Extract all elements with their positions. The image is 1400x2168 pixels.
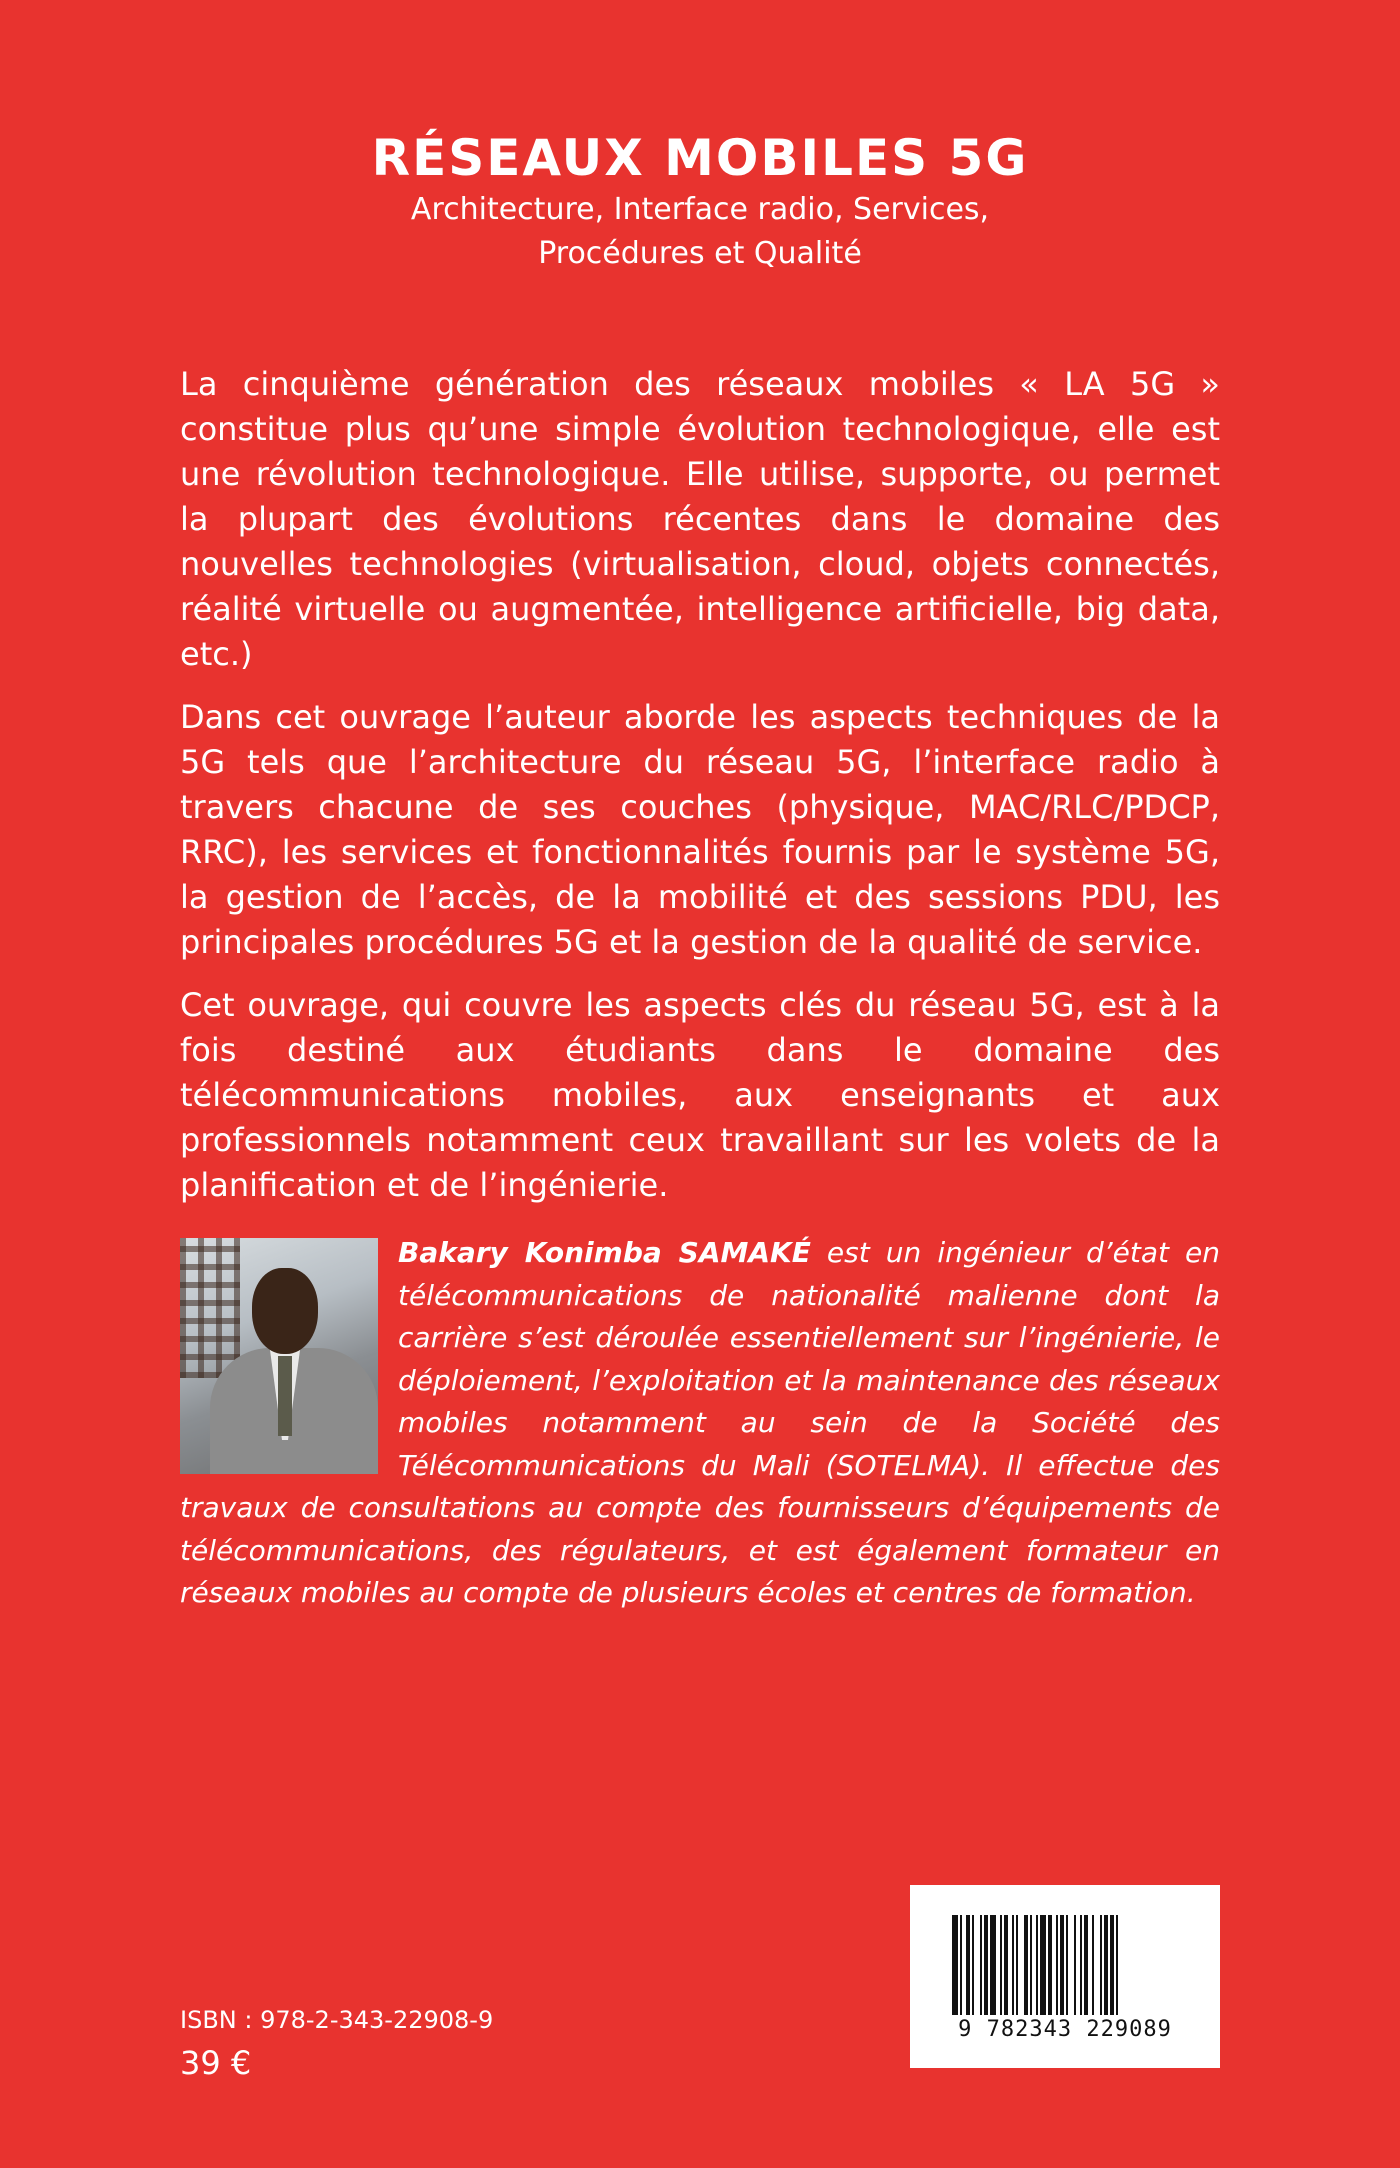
subtitle-line-2: Procédures et Qualité: [538, 236, 862, 271]
barcode-bar: [1110, 1915, 1114, 2015]
description-text: [180, 362, 1220, 1226]
barcode-bar: [1084, 1915, 1088, 2015]
barcode-bar: [1056, 1915, 1058, 2015]
barcode-bar: [1048, 1915, 1052, 2015]
barcode-bar: [1036, 1915, 1038, 2015]
barcode-number: 9 782343 229089: [958, 2017, 1172, 2042]
book-title: RÉSEAUX MOBILES 5G: [371, 129, 1029, 187]
barcode-bar: [990, 1915, 996, 2015]
barcode-bar: [1092, 1915, 1094, 2015]
barcode-bar: [972, 1915, 974, 2015]
barcode-bar: [1040, 1915, 1046, 2015]
paragraph-2: Dans cet ouvrage l’auteur aborde les aspects techniques de la 5G tels que l’architecture du réseau 5G, l’interface radio à travers chacune de ses couches (physique, MAC/RLC/PDCP, RRC), les services et fonctionnalités fournis par le système 5G, la gestion de l’accès, de la mobilité et des sessions PDU, les principales procédures 5G et la gestion de la qualité de service.: [180, 698, 1220, 961]
barcode-bar: [952, 1915, 958, 2015]
barcode-bar: [1074, 1915, 1076, 2015]
barcode-bar: [1016, 1915, 1018, 2015]
author-bio-text: est un ingénieur d’état en télécommunications de nationalité malienne dont la carrière s’est déroulée essentiellement sur l’ingénierie, le déploiement, l’exploitation et la maintenance des réseaux mobiles notamment au sein de la Société des Télécommunications du Mali (SOTELMA). Il effectue des travaux de consultations au compte des fournisseurs d’équipements de télécommunications, des régulateurs, et est également formateur en réseaux mobiles au compte de plusieurs écoles et centres de formation.: [180, 1236, 1220, 1609]
barcode-bars: [952, 1915, 1178, 2015]
barcode-bar: [980, 1915, 982, 2015]
barcode-bar: [1104, 1915, 1108, 2015]
barcode-bar: [960, 1915, 962, 2015]
barcode-bar: [1066, 1915, 1068, 2015]
paragraph-1: La cinquième génération des réseaux mobiles « LA 5G » constitue plus qu’une simple évolution technologique, elle est une révolution technologique. Elle utilise, supporte, ou permet la plupart des évolutions récentes dans le domaine des nouvelles technologies (virtualisation, cloud, objets connectés, réalité virtuelle ou augmentée, intelligence artificielle, big data, etc.): [180, 365, 1220, 673]
barcode-bar: [1030, 1915, 1032, 2015]
barcode-bar: [1060, 1915, 1064, 2015]
barcode-bar: [966, 1915, 970, 2015]
barcode: [910, 1885, 1220, 2068]
author-bio: [180, 1232, 1220, 1615]
barcode-bar: [1024, 1915, 1028, 2015]
price: 39 €: [180, 2044, 252, 2082]
barcode-bar: [1012, 1915, 1014, 2015]
author-name: Bakary Konimba SAMAKÉ: [398, 1236, 811, 1269]
barcode-bar: [1080, 1915, 1082, 2015]
paragraph-3: Cet ouvrage, qui couvre les aspects clés du réseau 5G, est à la fois destiné aux étudiants dans le domaine des télécommunications mobiles, aux enseignants et aux professionnels notamment ceux travaillant sur les volets de la planification et de l’ingénierie.: [180, 986, 1220, 1204]
barcode-bar: [1116, 1915, 1118, 2015]
barcode-bar: [984, 1915, 988, 2015]
book-subtitle: [0, 188, 1400, 276]
barcode-bar: [1100, 1915, 1102, 2015]
subtitle-line-1: Architecture, Interface radio, Services,: [410, 192, 990, 227]
barcode-bar: [1000, 1915, 1002, 2015]
isbn-number: ISBN : 978-2-343-22908-9: [180, 2006, 494, 2034]
barcode-bar: [1004, 1915, 1008, 2015]
